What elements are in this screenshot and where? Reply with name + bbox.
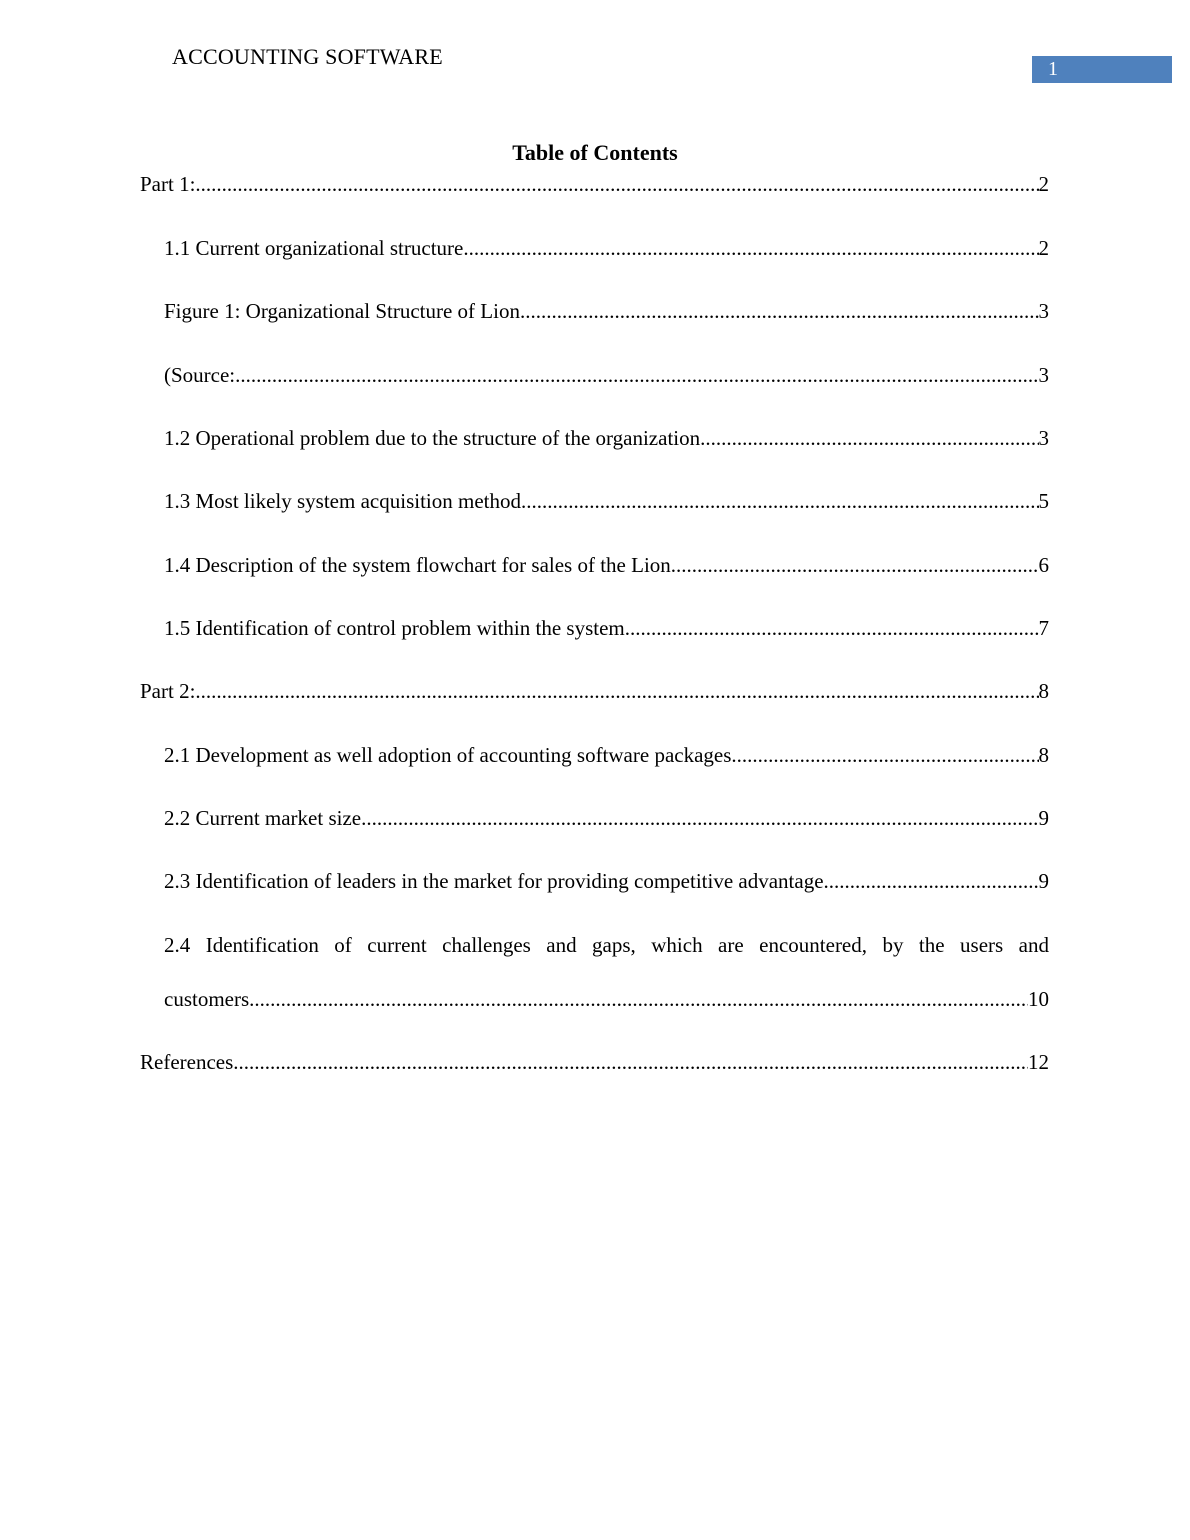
toc-entry-page: 3 [1038, 363, 1049, 387]
toc-entry-2-2[interactable] [164, 804, 1049, 832]
toc-entry-page: 3 [1038, 299, 1049, 323]
toc-entry-1-3[interactable] [164, 487, 1049, 515]
toc-entry-source[interactable] [164, 361, 1049, 389]
toc-dot-leader [731, 741, 1038, 769]
toc-entry-2-4-line1[interactable]: 2.4 Identification of current challenges and gaps, which are encountered, by the users and [164, 933, 1049, 957]
toc-dot-leader [195, 677, 1038, 705]
toc-entry-references[interactable] [140, 1048, 1049, 1076]
running-head-title: ACCOUNTING SOFTWARE [172, 44, 443, 69]
toc-entry-page: 6 [1038, 553, 1049, 577]
toc-dot-leader [249, 985, 1028, 1013]
toc-dot-leader [671, 551, 1039, 579]
toc-entry-text: 2.1 Development as well adoption of accounting software packages [164, 743, 732, 767]
toc-entry-text: 1.5 Identification of control problem within the system [164, 616, 625, 640]
toc-entry-text: customers [164, 987, 250, 1011]
toc-entry-1-1[interactable] [164, 234, 1049, 262]
toc-entry-1-2[interactable] [164, 424, 1049, 452]
toc-dot-leader [233, 1048, 1028, 1076]
toc-entry-page: 9 [1038, 806, 1049, 830]
toc-dot-leader [700, 424, 1038, 452]
toc-entry-page: 8 [1038, 743, 1049, 767]
toc-entry-part-1[interactable] [140, 170, 1049, 198]
toc-entry-1-4[interactable] [164, 551, 1049, 579]
toc-entry-2-4[interactable] [164, 985, 1049, 1013]
toc-dot-leader [361, 804, 1038, 832]
toc-entry-1-5[interactable] [164, 614, 1049, 642]
toc-dot-leader [521, 487, 1039, 515]
toc-entry-page: 2 [1038, 172, 1049, 196]
toc-entry-part-2[interactable] [140, 677, 1049, 705]
toc-dot-leader [625, 614, 1039, 642]
toc-entry-text: 1.1 Current organizational structure [164, 236, 464, 260]
toc-entry-page: 8 [1038, 679, 1049, 703]
toc-entry-text: 2.3 Identification of leaders in the market for providing competitive advantage [164, 869, 824, 893]
toc-entry-2-3[interactable] [164, 867, 1049, 895]
toc-entry-page: 9 [1038, 869, 1049, 893]
toc-entry-2-1[interactable] [164, 741, 1049, 769]
toc-dot-leader [235, 361, 1038, 389]
toc-entry-page: 7 [1038, 616, 1049, 640]
toc-entry-text: 2.2 Current market size [164, 806, 362, 830]
toc-entry-page: 12 [1028, 1050, 1049, 1074]
toc-entry-page: 2 [1038, 236, 1049, 260]
toc-entry-text: 1.4 Description of the system flowchart for sales of the Lion [164, 553, 671, 577]
toc-dot-leader [520, 297, 1039, 325]
toc-dot-leader [463, 234, 1038, 262]
toc-dot-leader [195, 170, 1038, 198]
toc-entry-text: 1.2 Operational problem due to the structure of the organization [164, 426, 701, 450]
toc-entry-text: Figure 1: Organizational Structure of Lion [164, 299, 520, 323]
toc-entry-page: 10 [1028, 987, 1049, 1011]
toc-entry-text: Part 1: [140, 172, 196, 196]
toc-entry-text: Part 2: [140, 679, 196, 703]
toc-title: Table of Contents [512, 140, 678, 165]
page-number-badge: 1 [1032, 56, 1172, 83]
toc-entry-page: 3 [1038, 426, 1049, 450]
toc-entry-text: 1.3 Most likely system acquisition method [164, 489, 521, 513]
toc-entry-text: (Source: [164, 363, 236, 387]
toc-dot-leader [824, 867, 1039, 895]
table-of-contents [140, 0, 1049, 1540]
toc-entry-page: 5 [1038, 489, 1049, 513]
toc-entry-text: References [140, 1050, 234, 1074]
toc-entry-figure-1[interactable] [164, 297, 1049, 325]
